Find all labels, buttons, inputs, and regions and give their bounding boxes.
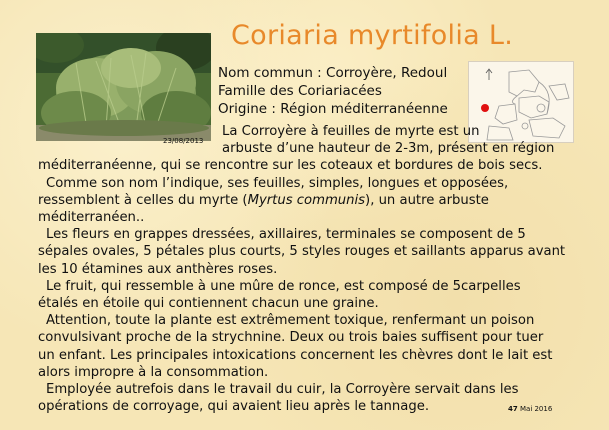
text-span: ), un autre arbuste xyxy=(365,192,489,208)
text-line: Attention, toute la plante est extrêmement toxique, renfermant un poison xyxy=(46,313,535,329)
text-line: Les fleurs en grappes dressées, axillaires, terminales se composent de 5 xyxy=(46,227,526,243)
text-line: Comme son nom l’indique, ses feuilles, simples, longues et opposées, xyxy=(46,175,509,191)
text-line: arbuste d’une hauteur de 2-3m, présent en région xyxy=(222,141,555,157)
text-span: ressemblent à celles du myrte ( xyxy=(38,192,248,208)
text-line: opérations de corroyage, qui avaient lieu après le tannage. xyxy=(38,399,430,415)
photo-date: 23/08/2013 xyxy=(163,137,204,145)
location-marker-icon xyxy=(481,104,489,112)
origin: Origine : Région méditerranéenne xyxy=(218,101,448,117)
footer-date: Mai 2016 xyxy=(519,405,553,413)
page-title: Coriaria myrtifolia L. xyxy=(231,20,514,51)
text-line: méditerranéen.. xyxy=(38,210,145,226)
text-line: les 10 étamines aux anthères roses. xyxy=(38,261,278,277)
text-line: sépales ovales, 5 pétales plus courts, 5 styles rouges et saillants apparus avant xyxy=(38,244,566,260)
text-line: alors impropre à la consommation. xyxy=(38,364,269,380)
description xyxy=(38,123,578,415)
text-line: étalés en étoile qui contiennent chacun une graine. xyxy=(38,296,379,312)
text-line: La Corroyère à feuilles de myrte est un xyxy=(222,124,480,139)
latin-name: Myrtus communis xyxy=(247,192,366,208)
page-footer xyxy=(508,405,552,413)
page-number: 47 xyxy=(508,405,518,413)
text-line: convulsivant proche de la strychnine. Deux ou trois baies suffisent pour tuer xyxy=(38,330,544,346)
plant-info xyxy=(218,64,448,118)
text-line: Le fruit, qui ressemble à une mûre de ronce, est composé de 5carpelles xyxy=(46,278,521,294)
family-name: Famille des Coriariacées xyxy=(218,83,382,99)
text-line xyxy=(38,192,578,209)
text-line: Employée autrefois dans le travail du cuir, la Corroyère servait dans les xyxy=(46,382,519,398)
text-line: un enfant. Les principales intoxications concernent les chèvres dont le lait est xyxy=(38,347,553,363)
common-name: Nom commun : Corroyère, Redoul xyxy=(218,65,448,81)
text-line: méditerranéenne, qui se rencontre sur les coteaux et bordures de bois secs. xyxy=(38,158,543,174)
